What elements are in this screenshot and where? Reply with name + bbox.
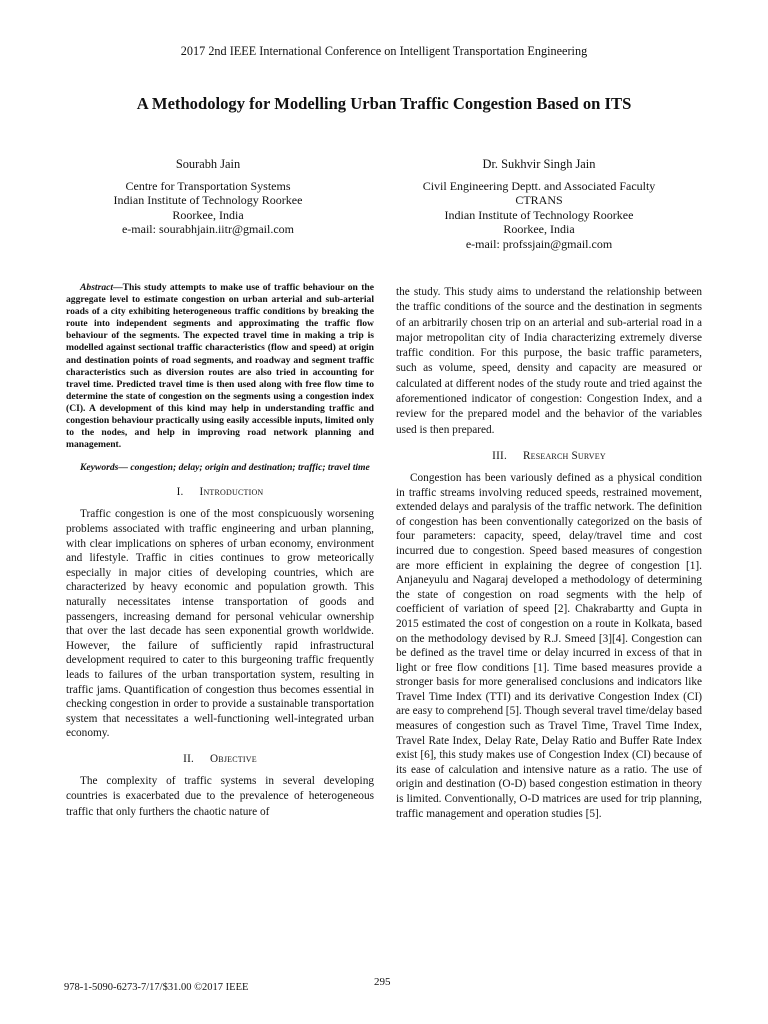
right-column [396,285,702,821]
section-title: Introduction [199,486,264,499]
author-email: e-mail: sourabhjain.iitr@gmail.com [121,222,294,237]
introduction-text: Traffic congestion is one of the most conspicuously worsening problems associated with traffic engineering and urban planning, with clear implications on spheres of urban economy, environment and lifestyle. Traffic in cities continues to grow meteorically especially in major cities of developing countries, which are characterized by heavy economic and population growth. This naturally necessitates intense transportation of goods and passengers, increasing demand for personal vehicular ownership that over the last decade has seen exponential growth worldwide. However, the failure of sufficiently rapid infrastructural development required to cater to this burgeoning traffic frequently leads to failures of the urban transportation system, resulting in traffic jams. Quantification of congestion thus becomes essential in checking congestion in order to provide a sustainable transportation system that necessitates a well-functioning well-integrated urban economy. [66,508,374,740]
paper-title: A Methodology for Modelling Urban Traffic Congestion Based on ITS [136,94,632,113]
section-heading-research-survey [396,450,702,462]
section-title: Research Survey [522,449,606,462]
author-affiliation-line: Indian Institute of Technology Roorkee [444,207,634,222]
left-column [66,282,374,820]
keywords: Keywords— congestion; delay; origin and destination; traffic; travel time [80,462,370,474]
abstract-label: Abstract [80,282,114,293]
author-affiliation-line: Centre for Transportation Systems [125,178,291,193]
author-affiliation-line: CTRANS [515,193,563,208]
page-number: 295 [374,976,391,988]
objective-text-right: the study. This study aims to understand the relationship between the traffic conditions of the source and the destination in segments of an arbitrarily chosen trip on an arterial and sub-arterial road in a major metropolitan city of India characterizing extremely diverse traffic condition. For this purpose, the basic traffic parameters, such as volume, speed, density and capacity are measured or calculated at different nodes of the study route and tried against the aforementioned indicator of congestion: Congestion Index, and a review for the prepared model and the behavior of the variables used is then prepared. [396,286,702,436]
footer-isbn: 978-1-5090-6273-7/17/$31.00 ©2017 IEEE [64,982,249,993]
section-number: III. [492,449,507,462]
section-number: II. [183,752,195,765]
objective-text-left: The complexity of traffic systems in several developing countries is exacerbated due to the prevalence of heterogeneous traffic that only furthers the chaotic nature of [66,774,374,818]
author-name: Sourabh Jain [175,157,241,171]
author-affiliation-line: Indian Institute of Technology Roorkee [113,193,303,208]
author-email: e-mail: profssjain@gmail.com [465,236,613,251]
section-number: I. [176,486,184,499]
author-affiliation-line: Roorkee, India [172,207,244,222]
author-block-2 [396,157,682,252]
author-affiliation-line: Roorkee, India [503,222,575,237]
section-heading-objective [66,753,374,765]
abstract [66,282,374,451]
abstract-text: —This study attempts to make use of traffic behaviour on the aggregate level to estimate congestion on urban arterial and sub-arterial roads of a city exhibiting heterogeneous traffic conditions by breaking the route into independent segments and approximating the traffic flow behaviour of the segments. The expected travel time in making a trip is modelled against sectional traffic characteristics (flow and speed) at origin and destination points of road segments, and roadway and segment traffic characteristics such as diversion routes are also tried in accounting for travel time. Predicted travel time is then used along with free flow time to determine the state of congestion on the segments using a congestion index (CI). A development of this kind may help in understanding traffic and congestion behaviour practically using easily accessible inputs, limited only to the nodes, and help in improving road network planning and management. [66,282,374,451]
section-heading-introduction [66,486,374,498]
author-name: Dr. Sukhvir Singh Jain [482,157,596,171]
author-block-1 [90,157,326,237]
conference-header: 2017 2nd IEEE International Conference on Intelligent Transportation Engineering [180,44,588,58]
research-survey-text: Congestion has been variously defined as a physical condition in traffic streams involving reduced speeds, restrained movement, extended delays and paralysis of the traffic network. The definition of congestion has been conventionally categorized on the basis of four parameters: capacity, speed, delay/travel time and cost incurred due to congestion. Speed based measures of congestion are more efficient in explaining the degree of congestion [1]. Anjaneyulu and Nagaraj developed a methodology of determining the state of congestion on road segments with the help of coefficient of variation of speed [2]. Chakrabartty and Gupta in 2015 estimated the cost of congestion on a route in Kolkata, based on the methodology devised by R.J. Smeed [3][4]. Congestion can be defined as the travel time or delay incurred in excess of that in light or free flow conditions [1]. Time based measures provide a stronger basis for more generalised conclusions and indicators like Travel Time Index (TTI) and its derivative Congestion Index (CI) are easy to comprehend [5]. Though several travel time/delay based measures of congestion such as Travel Time, Travel Time Index, Travel Rate Index, Delay Rate, Delay Ratio and Buffer Rate Index exist [6], this study makes use of Congestion Index (CI) because of its ease of calculation and intensive nature as a ratio. The use of origin and destination (O-D) based congestion estimation in theory is limited. Conventionally, O-D matrices are used for trip planning, traffic management and operation studies [5]. [396,471,702,820]
author-affiliation-line: Civil Engineering Deptt. and Associated Faculty [422,178,656,193]
section-title: Objective [210,752,257,765]
